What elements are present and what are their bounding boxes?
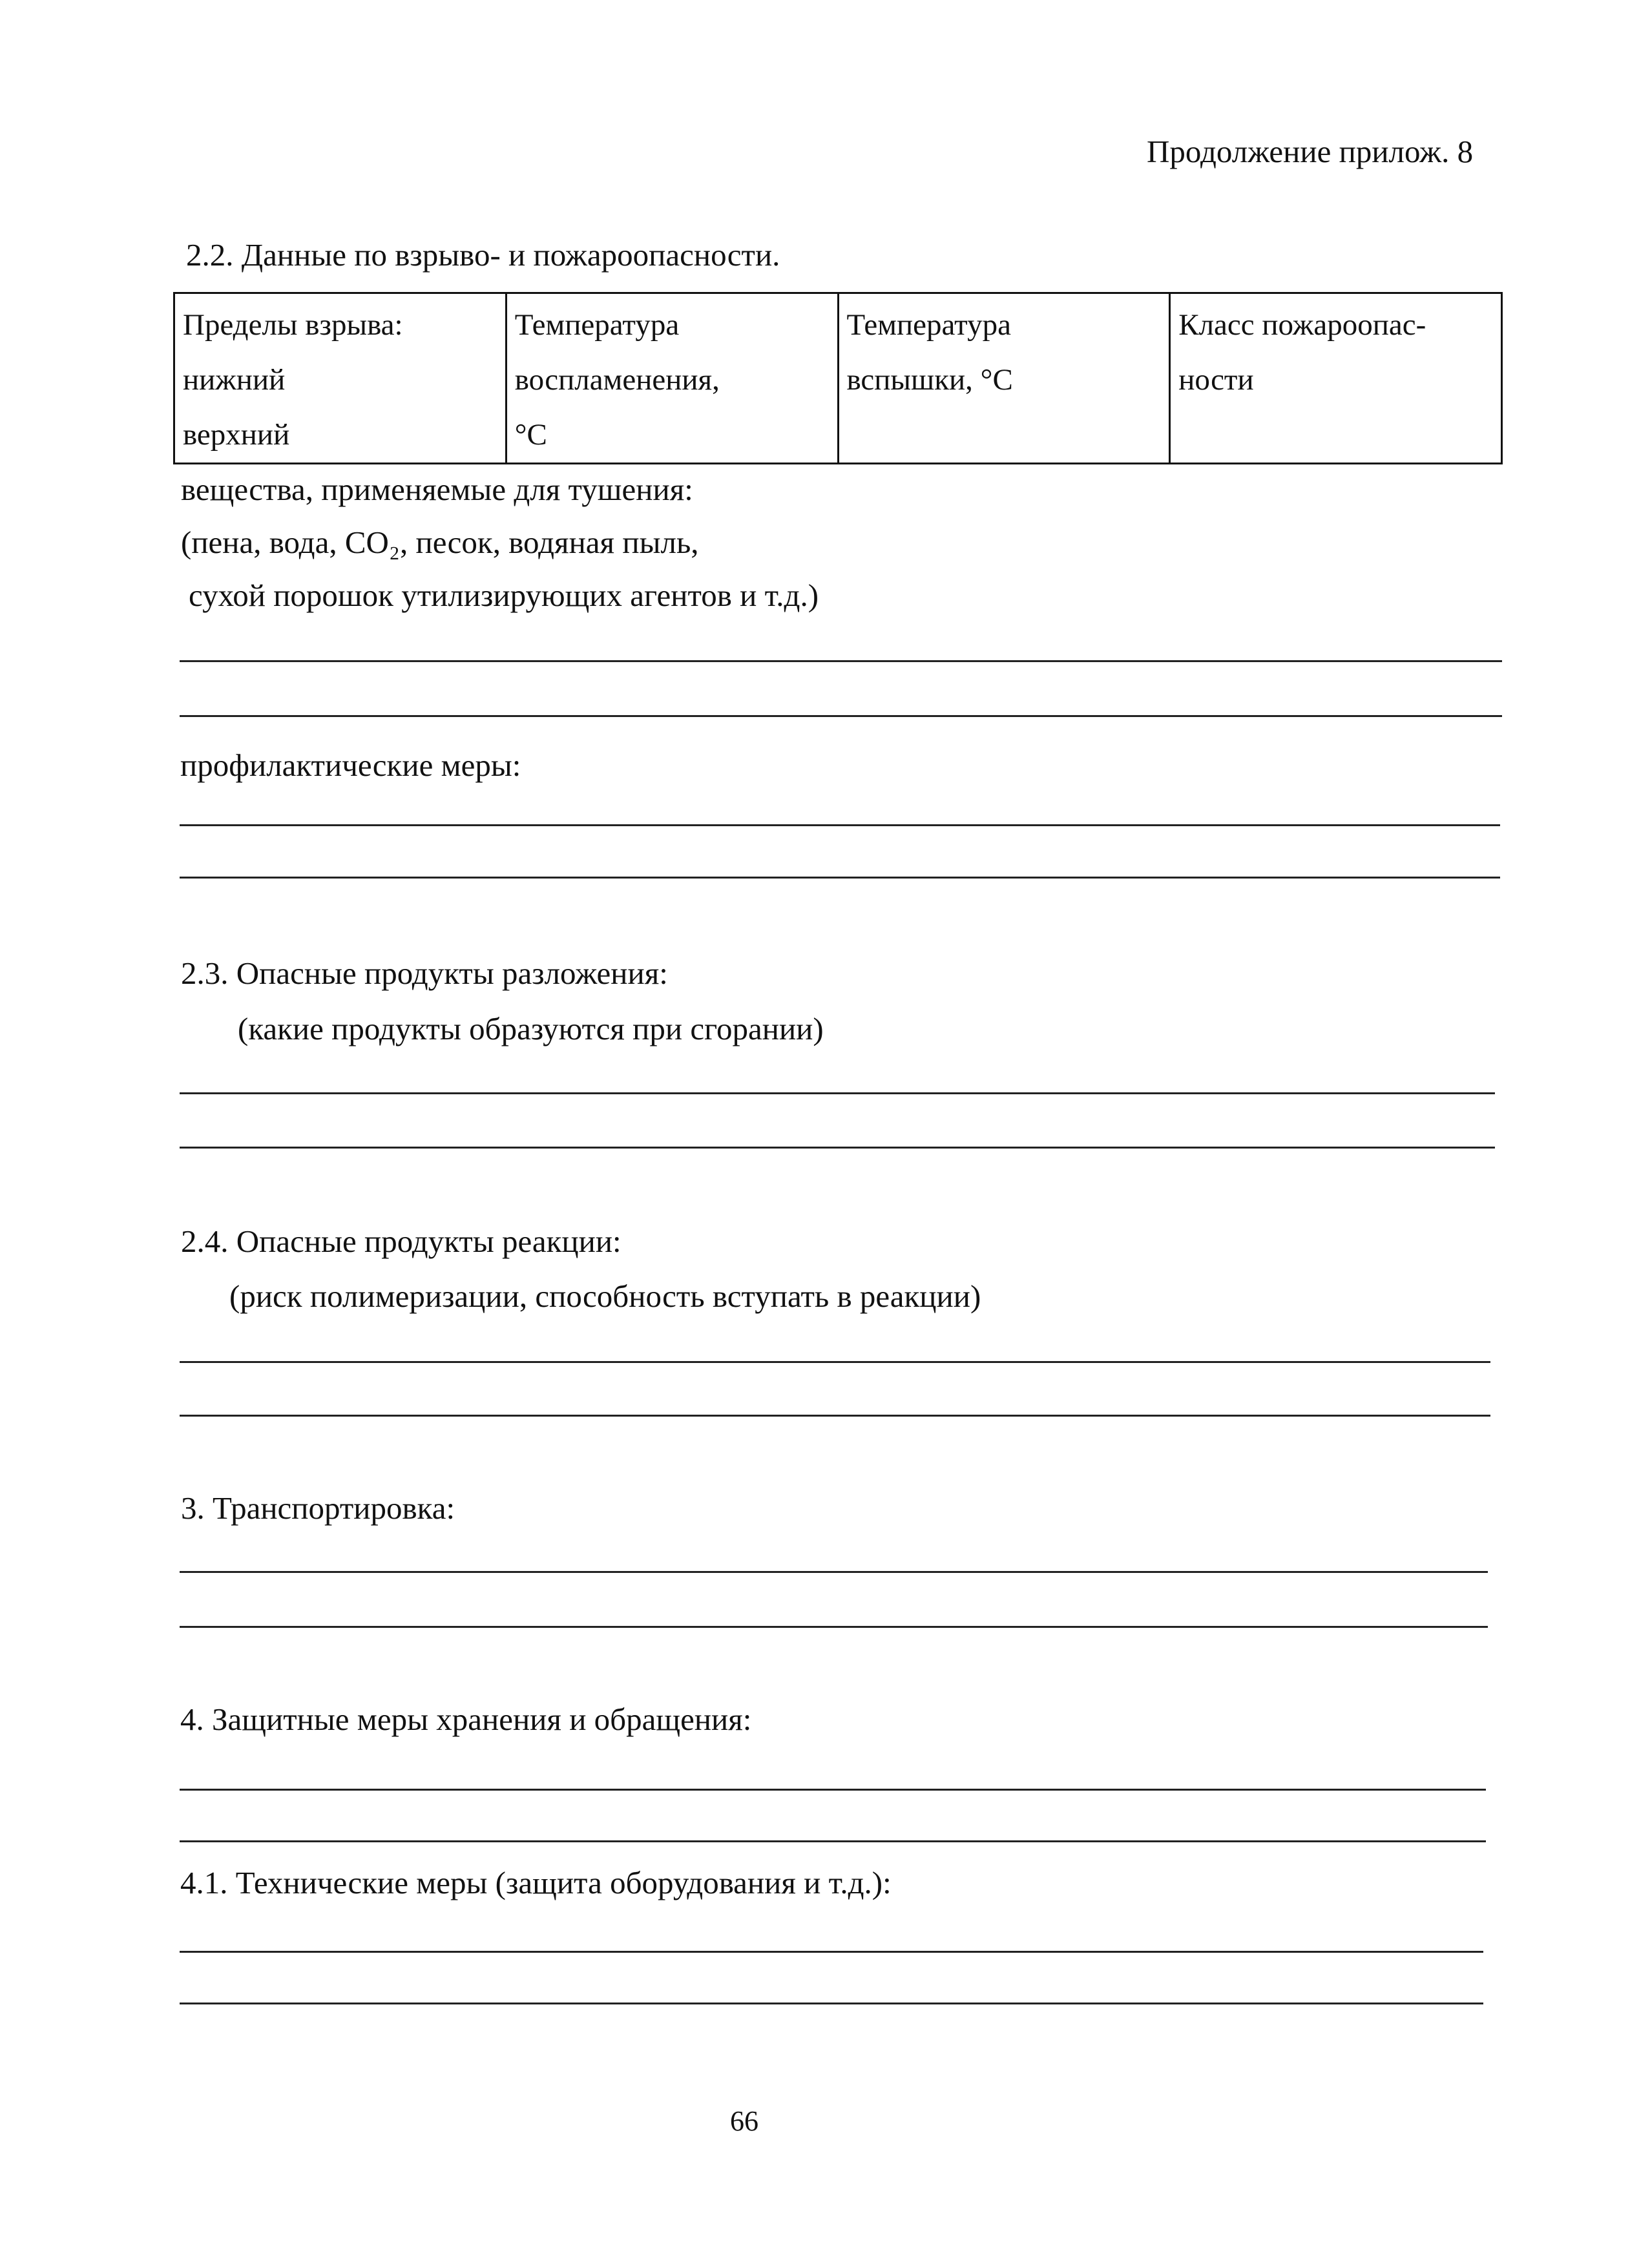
section-2-3-title: 2.3. Опасные продукты разложения:: [181, 955, 668, 991]
fill-line-reaction-1[interactable]: [180, 1361, 1490, 1363]
section-4-1-title: 4.1. Технические меры (защита оборудования и т.д.):: [180, 1865, 892, 1900]
cell-text: Класс пожароопас-: [1178, 308, 1426, 342]
fill-line-technical-2[interactable]: [180, 2003, 1483, 2004]
fire-data-table: [173, 292, 1503, 464]
fill-line-decomposition-1[interactable]: [180, 1092, 1495, 1094]
cell-text: Температура: [846, 308, 1011, 342]
fill-line-prevention-1[interactable]: [180, 824, 1500, 826]
cell-text: вспышки, °С: [846, 363, 1013, 397]
fill-line-storage-1[interactable]: [180, 1789, 1486, 1791]
extinguish-hint-1: (пена, вода, СО₂, песок, водяная пыль,: [181, 525, 699, 560]
extinguish-hint-2: сухой порошок утилизирующих агентов и т.д.): [189, 577, 819, 613]
cell-text: ности: [1178, 363, 1254, 397]
fill-line-storage-2[interactable]: [180, 1840, 1486, 1842]
fill-line-extinguish-2[interactable]: [180, 715, 1502, 717]
cell-text: верхний: [183, 418, 290, 452]
cell-text: °С: [514, 418, 547, 452]
fire-class-cell[interactable]: [1170, 293, 1502, 464]
explosion-limits-cell[interactable]: [174, 293, 506, 464]
extinguish-label: вещества, применяемые для тушения:: [181, 472, 693, 507]
fill-line-prevention-2[interactable]: [180, 877, 1500, 879]
section-4-title: 4. Защитные меры хранения и обращения:: [180, 1701, 752, 1737]
fill-line-reaction-2[interactable]: [180, 1415, 1490, 1417]
continuation-header: Продолжение прилож. 8: [1147, 134, 1474, 169]
section-2-4-hint: (риск полимеризации, способность вступать в реакции): [229, 1278, 981, 1314]
section-2-3-hint: (какие продукты образуются при сгорании): [238, 1011, 824, 1046]
fill-line-extinguish-1[interactable]: [180, 660, 1502, 662]
cell-text: нижний: [183, 363, 286, 397]
flash-point-cell[interactable]: [838, 293, 1170, 464]
cell-text: воспламенения,: [514, 363, 720, 397]
section-3-title: 3. Транспортировка:: [181, 1490, 455, 1526]
page-number: 66: [730, 2105, 758, 2137]
section-2-4-title: 2.4. Опасные продукты реакции:: [181, 1223, 621, 1259]
prevention-label: профилактические меры:: [180, 747, 521, 783]
cell-text: Пределы взрыва:: [183, 308, 403, 342]
ignition-temperature-cell[interactable]: [506, 293, 838, 464]
fill-line-transport-1[interactable]: [180, 1571, 1488, 1573]
fill-line-technical-1[interactable]: [180, 1951, 1483, 1953]
cell-text: Температура: [514, 308, 680, 342]
fill-line-decomposition-2[interactable]: [180, 1147, 1495, 1149]
section-2-2-title: 2.2. Данные по взрыво- и пожароопасности.: [186, 237, 780, 273]
fill-line-transport-2[interactable]: [180, 1626, 1488, 1628]
